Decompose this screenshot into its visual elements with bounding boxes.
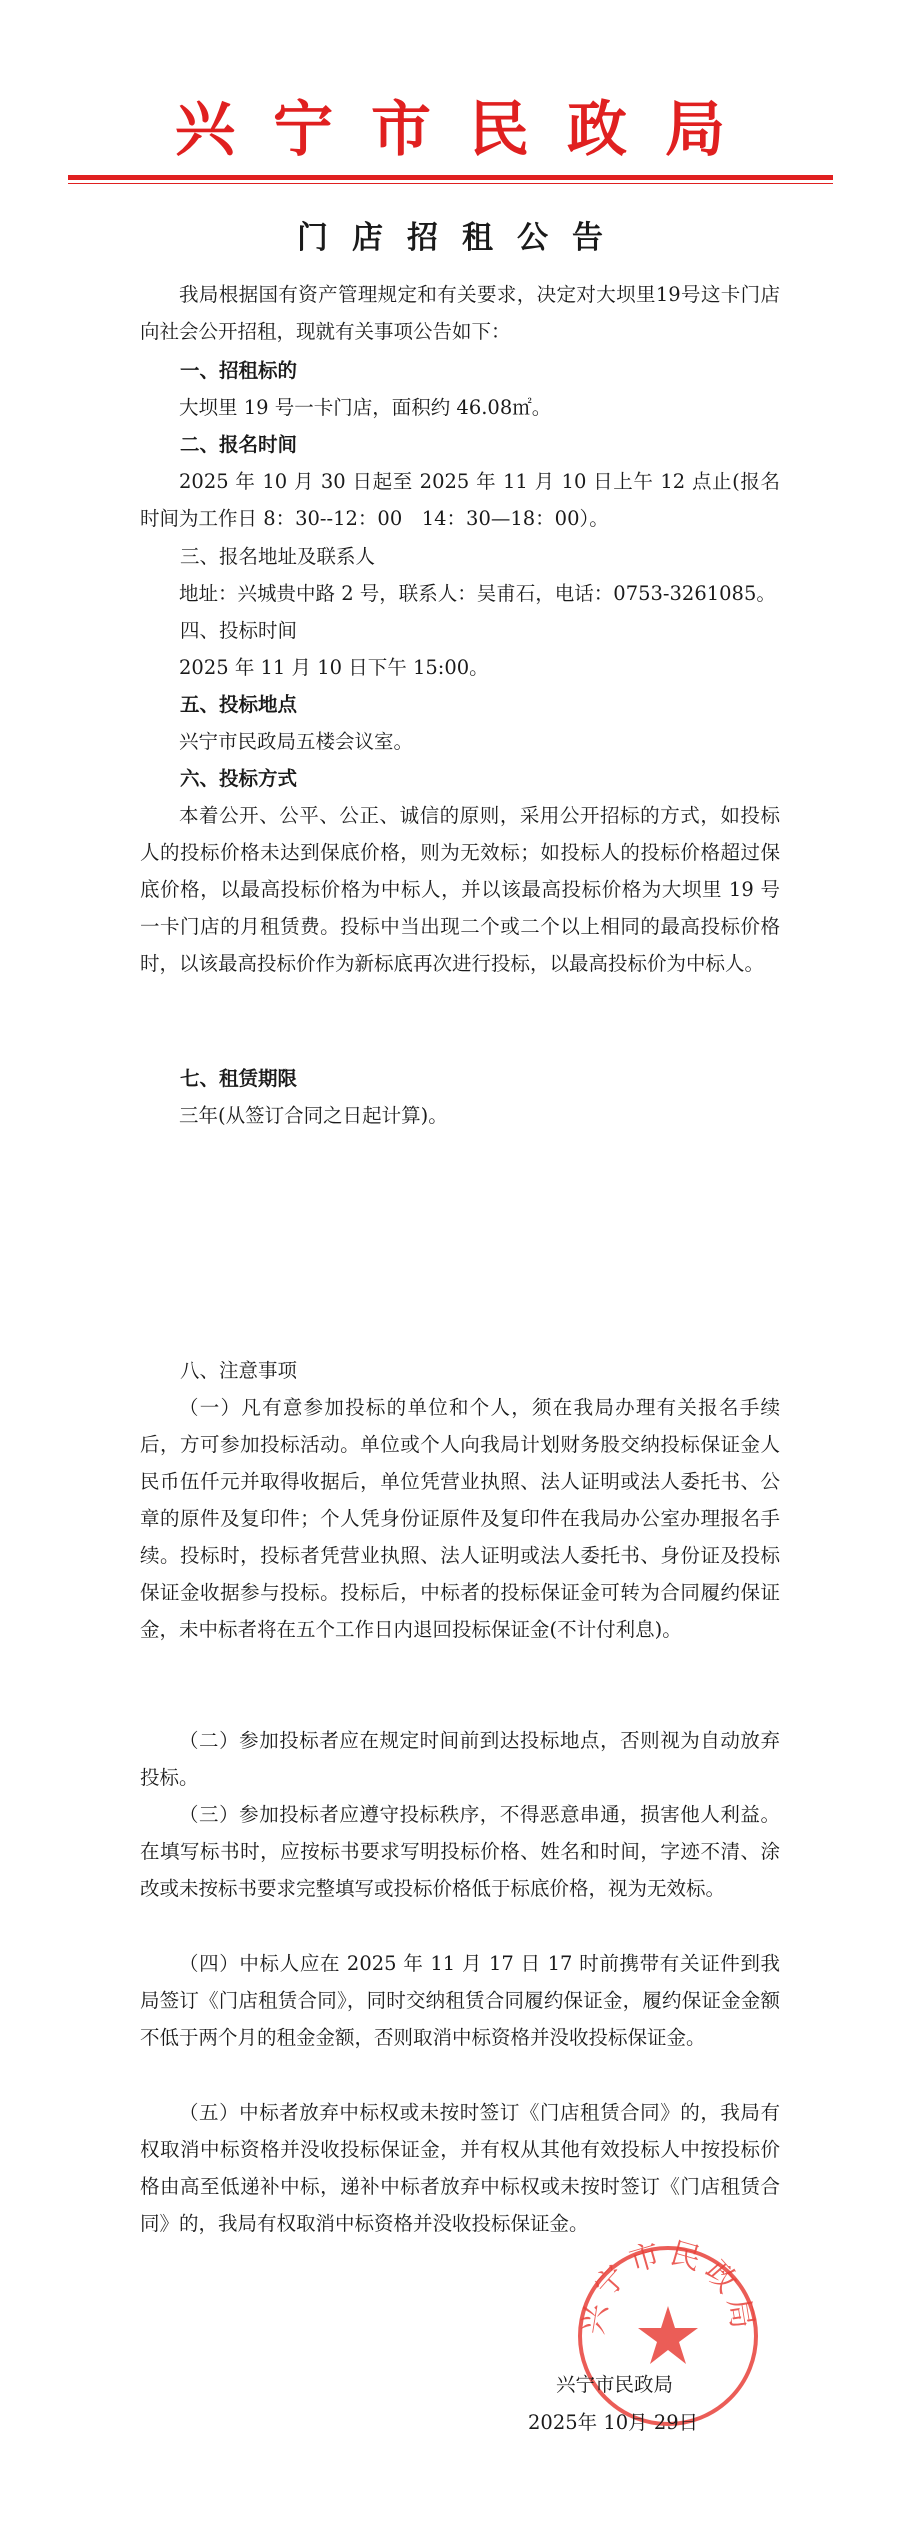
- section-body-6: 本着公开、公平、公正、诚信的原则，采用公开招标的方式，如投标人的投标价格未达到保底价格，则为无效标；如投标人的投标价格超过保底价格，以最高投标价格为中标人，并以该最高投标价格为大坝里 19 号一卡门店的月租赁费。投标中当出现二个或二个以上相同的最高投标价格时，以该最高投标价作为新标底再次进行投标，以最高投标价为中标人。: [140, 804, 780, 975]
- section-body-2: 2025 年 10 月 30 日起至 2025 年 11 月 10 日上午 12 点止(报名时间为工作日 8：30--12：00 14：30—18：00）。: [140, 470, 780, 530]
- section-heading-7: 七、租赁期限: [180, 1067, 298, 1090]
- signature-date: 2025年 10月 29日: [528, 2411, 699, 2434]
- section-heading-2: 二、报名时间: [180, 433, 298, 456]
- svg-text:兴宁市民政局: 兴宁市民政局: [575, 2236, 761, 2337]
- notes-item-3: （三）参加投标者应遵守投标秩序，不得恶意串通，损害他人利益。在填写标书时，应按标书要求写明投标价格、姓名和时间，字迹不清、涂改或未按标书要求完整填写或投标价格低于标底价格，视为无效标。: [140, 1803, 780, 1900]
- notes-item-4: （四）中标人应在 2025 年 11 月 17 日 17 时前携带有关证件到我局签订《门店租赁合同》，同时交纳租赁合同履约保证金，履约保证金金额不低于两个月的租金金额，否则取消中标资格并没收投标保证金。: [140, 1952, 780, 2049]
- section-body-1: 大坝里 19 号一卡门店，面积约 46.08㎡。: [179, 396, 552, 419]
- intro-paragraph: 我局根据国有资产管理规定和有关要求，决定对大坝里19号这卡门店向社会公开招租，现就有关事项公告如下：: [140, 283, 780, 343]
- section-heading-5: 五、投标地点: [180, 693, 298, 716]
- letterhead-rule-thick: [68, 175, 833, 180]
- section-body-7: 三年(从签订合同之日起计算)。: [179, 1104, 448, 1127]
- document-title: 门店招租公告: [297, 220, 627, 256]
- notes-item-5: （五）中标者放弃中标权或未按时签订《门店租赁合同》的，我局有权取消中标资格并没收投标保证金，并有权从其他有效投标人中按投标价格由高至低递补中标，递补中标者放弃中标权或未按时签订《门店租赁合同》的，我局有权取消中标资格并没收投标保证金。: [140, 2101, 780, 2235]
- section-heading-6: 六、投标方式: [180, 767, 298, 790]
- section-heading-4: 四、投标时间: [180, 619, 298, 642]
- letterhead-rule-thin: [68, 183, 833, 184]
- notes-item-1: （一）凡有意参加投标的单位和个人，须在我局办理有关报名手续后，方可参加投标活动。单位或个人向我局计划财务股交纳投标保证金人民币伍仟元并取得收据后，单位凭营业执照、法人证明或法人委托书、公章的原件及复印件；个人凭身份证原件及复印件在我局办公室办理报名手续。投标时，投标者凭营业执照、法人证明或法人委托书、身份证及投标保证金收据参与投标。投标后，中标者的投标保证金可转为合同履约保证金，未中标者将在五个工作日内退回投标保证金(不计付利息)。: [140, 1396, 780, 1641]
- section-body-3: 地址：兴城贵中路 2 号，联系人：吴甫石，电话：0753-3261085。: [179, 582, 776, 605]
- signature-org: 兴宁市民政局: [556, 2373, 674, 2396]
- notes-heading: 八、注意事项: [180, 1359, 298, 1382]
- section-heading-1: 一、招租标的: [180, 359, 298, 382]
- notes-item-2: （二）参加投标者应在规定时间前到达投标地点，否则视为自动放弃投标。: [140, 1729, 780, 1789]
- section-heading-3: 三、报名地址及联系人: [180, 545, 376, 568]
- section-body-4: 2025 年 11 月 10 日下午 15:00。: [179, 656, 489, 679]
- letterhead-title: 兴宁市民政局: [175, 95, 763, 165]
- section-body-5: 兴宁市民政局五楼会议室。: [179, 730, 414, 753]
